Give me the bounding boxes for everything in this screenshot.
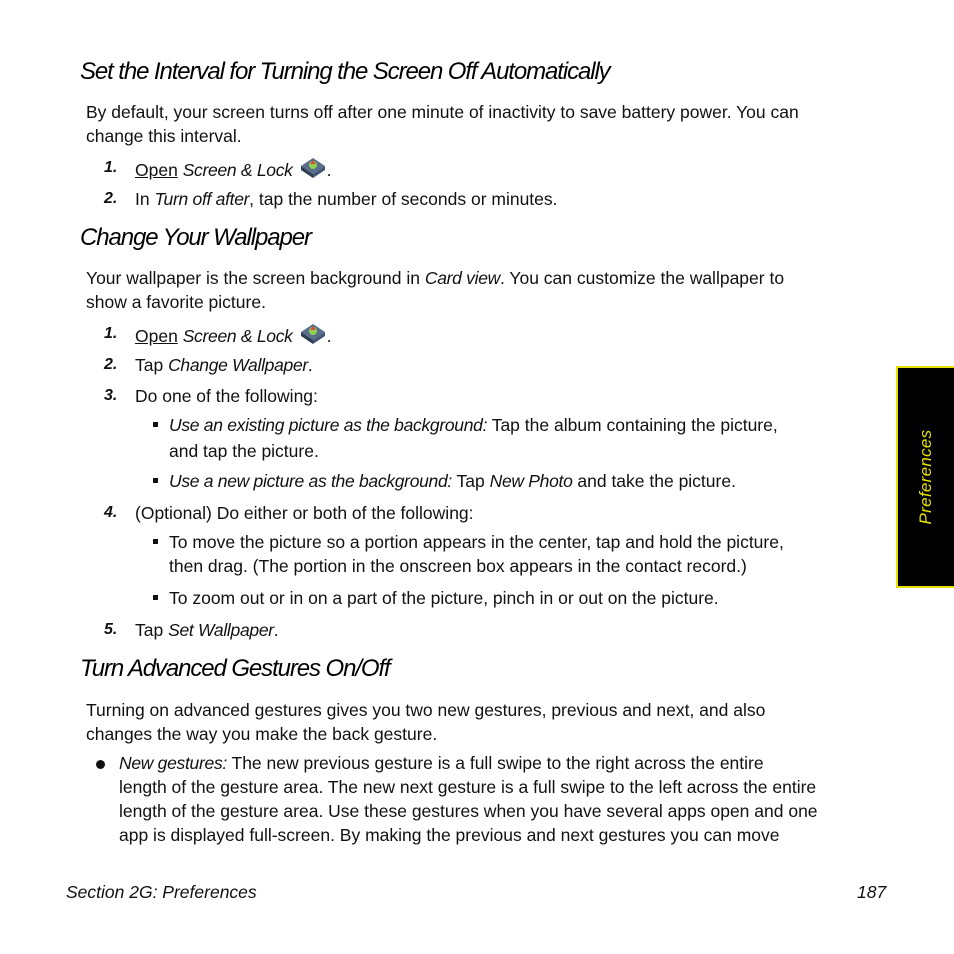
bullet-new-picture: Use a new picture as the background: Tap New Photo and take the picture. [169,471,736,491]
bullet-new-gestures: New gestures: The new previous gesture is a full swipe to the right across the entire length of the gesture area. The new next gesture is a full swipe to the left across the entire length of the gesture area. Use these gestures when you have several apps open and one app is displayed full-screen. By making the previous and next gestures you can move [119,753,818,845]
open-link[interactable]: Open [135,160,178,180]
square-bullet [153,539,158,544]
heading-screen-off: Set the Interval for Turning the Screen Off Automatically [80,58,610,85]
side-tab-label: Preferences [916,429,935,525]
heading-wallpaper: Change Your Wallpaper [80,224,311,251]
bullet-existing-picture: Use an existing picture as the background: Tap the album containing the picture, and tap the picture. [169,415,778,461]
manual-page: Set the Interval for Turning the Screen Off Automatically By default, your screen turns off after one minute of inactivity to save battery power. You can change this interval. 1. Open Screen & Lock . 2. In Turn off after, tap the number of seconds or minutes. Change Your Wallpaper Your wallpaper is the screen background in Card view. You can customize the wallpaper to show a favorite picture. 1. Open Screen & Lock . 2. Tap Change Wallpaper. 3. Do one of the following: Use an existing picture as the background: Tap the album containing the picture, and tap the picture. Use a new picture as the background: Tap New Photo and take the picture. 4. (Optional) Do either or both of the following: To move the picture so a portion appears in the center, tap and hold the picture, then drag. (The portion in the onscreen box appears in the contact record.) To zoom out or in on a part of the picture, pinch in or out on the picture. 5. Tap Set Wallpaper. Turn Advanced Gestures On/Off Turning on advanced gestures gives you two new gestures, previous and next, and also changes the way you make the back gesture. New gestures: The new previous gesture is a full swipe to the right across the entire length of the gesture area. The new next gesture is a full swipe to the left across the entire length of the gesture area. Use these gestures when you have several apps open and one app is displayed full-screen. By making the previous and next gestures you can move Preferences Section 2G: Preferences 187 [0,0,954,954]
screen-lock-app-icon [299,322,327,352]
intro-gestures: Turning on advanced gestures gives you two new gestures, previous and next, and also changes the way you make the back gesture. [86,700,766,744]
intro-screen-off: By default, your screen turns off after one minute of inactivity to save battery power. You can change this interval. [86,102,799,146]
intro-wallpaper: Your wallpaper is the screen background in Card view. You can customize the wallpaper to show a favorite picture. [86,268,785,312]
square-bullet [153,422,158,427]
footer-page-number: 187 [857,882,887,902]
footer-section-title: Section 2G: Preferences [66,882,257,902]
open-link[interactable]: Open [135,326,178,346]
heading-gestures: Turn Advanced Gestures On/Off [80,655,390,682]
square-bullet [153,595,158,600]
screen-lock-app-icon [299,156,327,186]
round-bullet [96,760,105,769]
bullet-zoom-picture: To zoom out or in on a part of the picture, pinch in or out on the picture. [169,588,719,608]
square-bullet [153,478,158,483]
bullet-move-picture: To move the picture so a portion appears in the center, tap and hold the picture, then drag. (The portion in the onscreen box appears in the contact record.) [169,532,784,576]
section-side-tab [896,366,954,588]
